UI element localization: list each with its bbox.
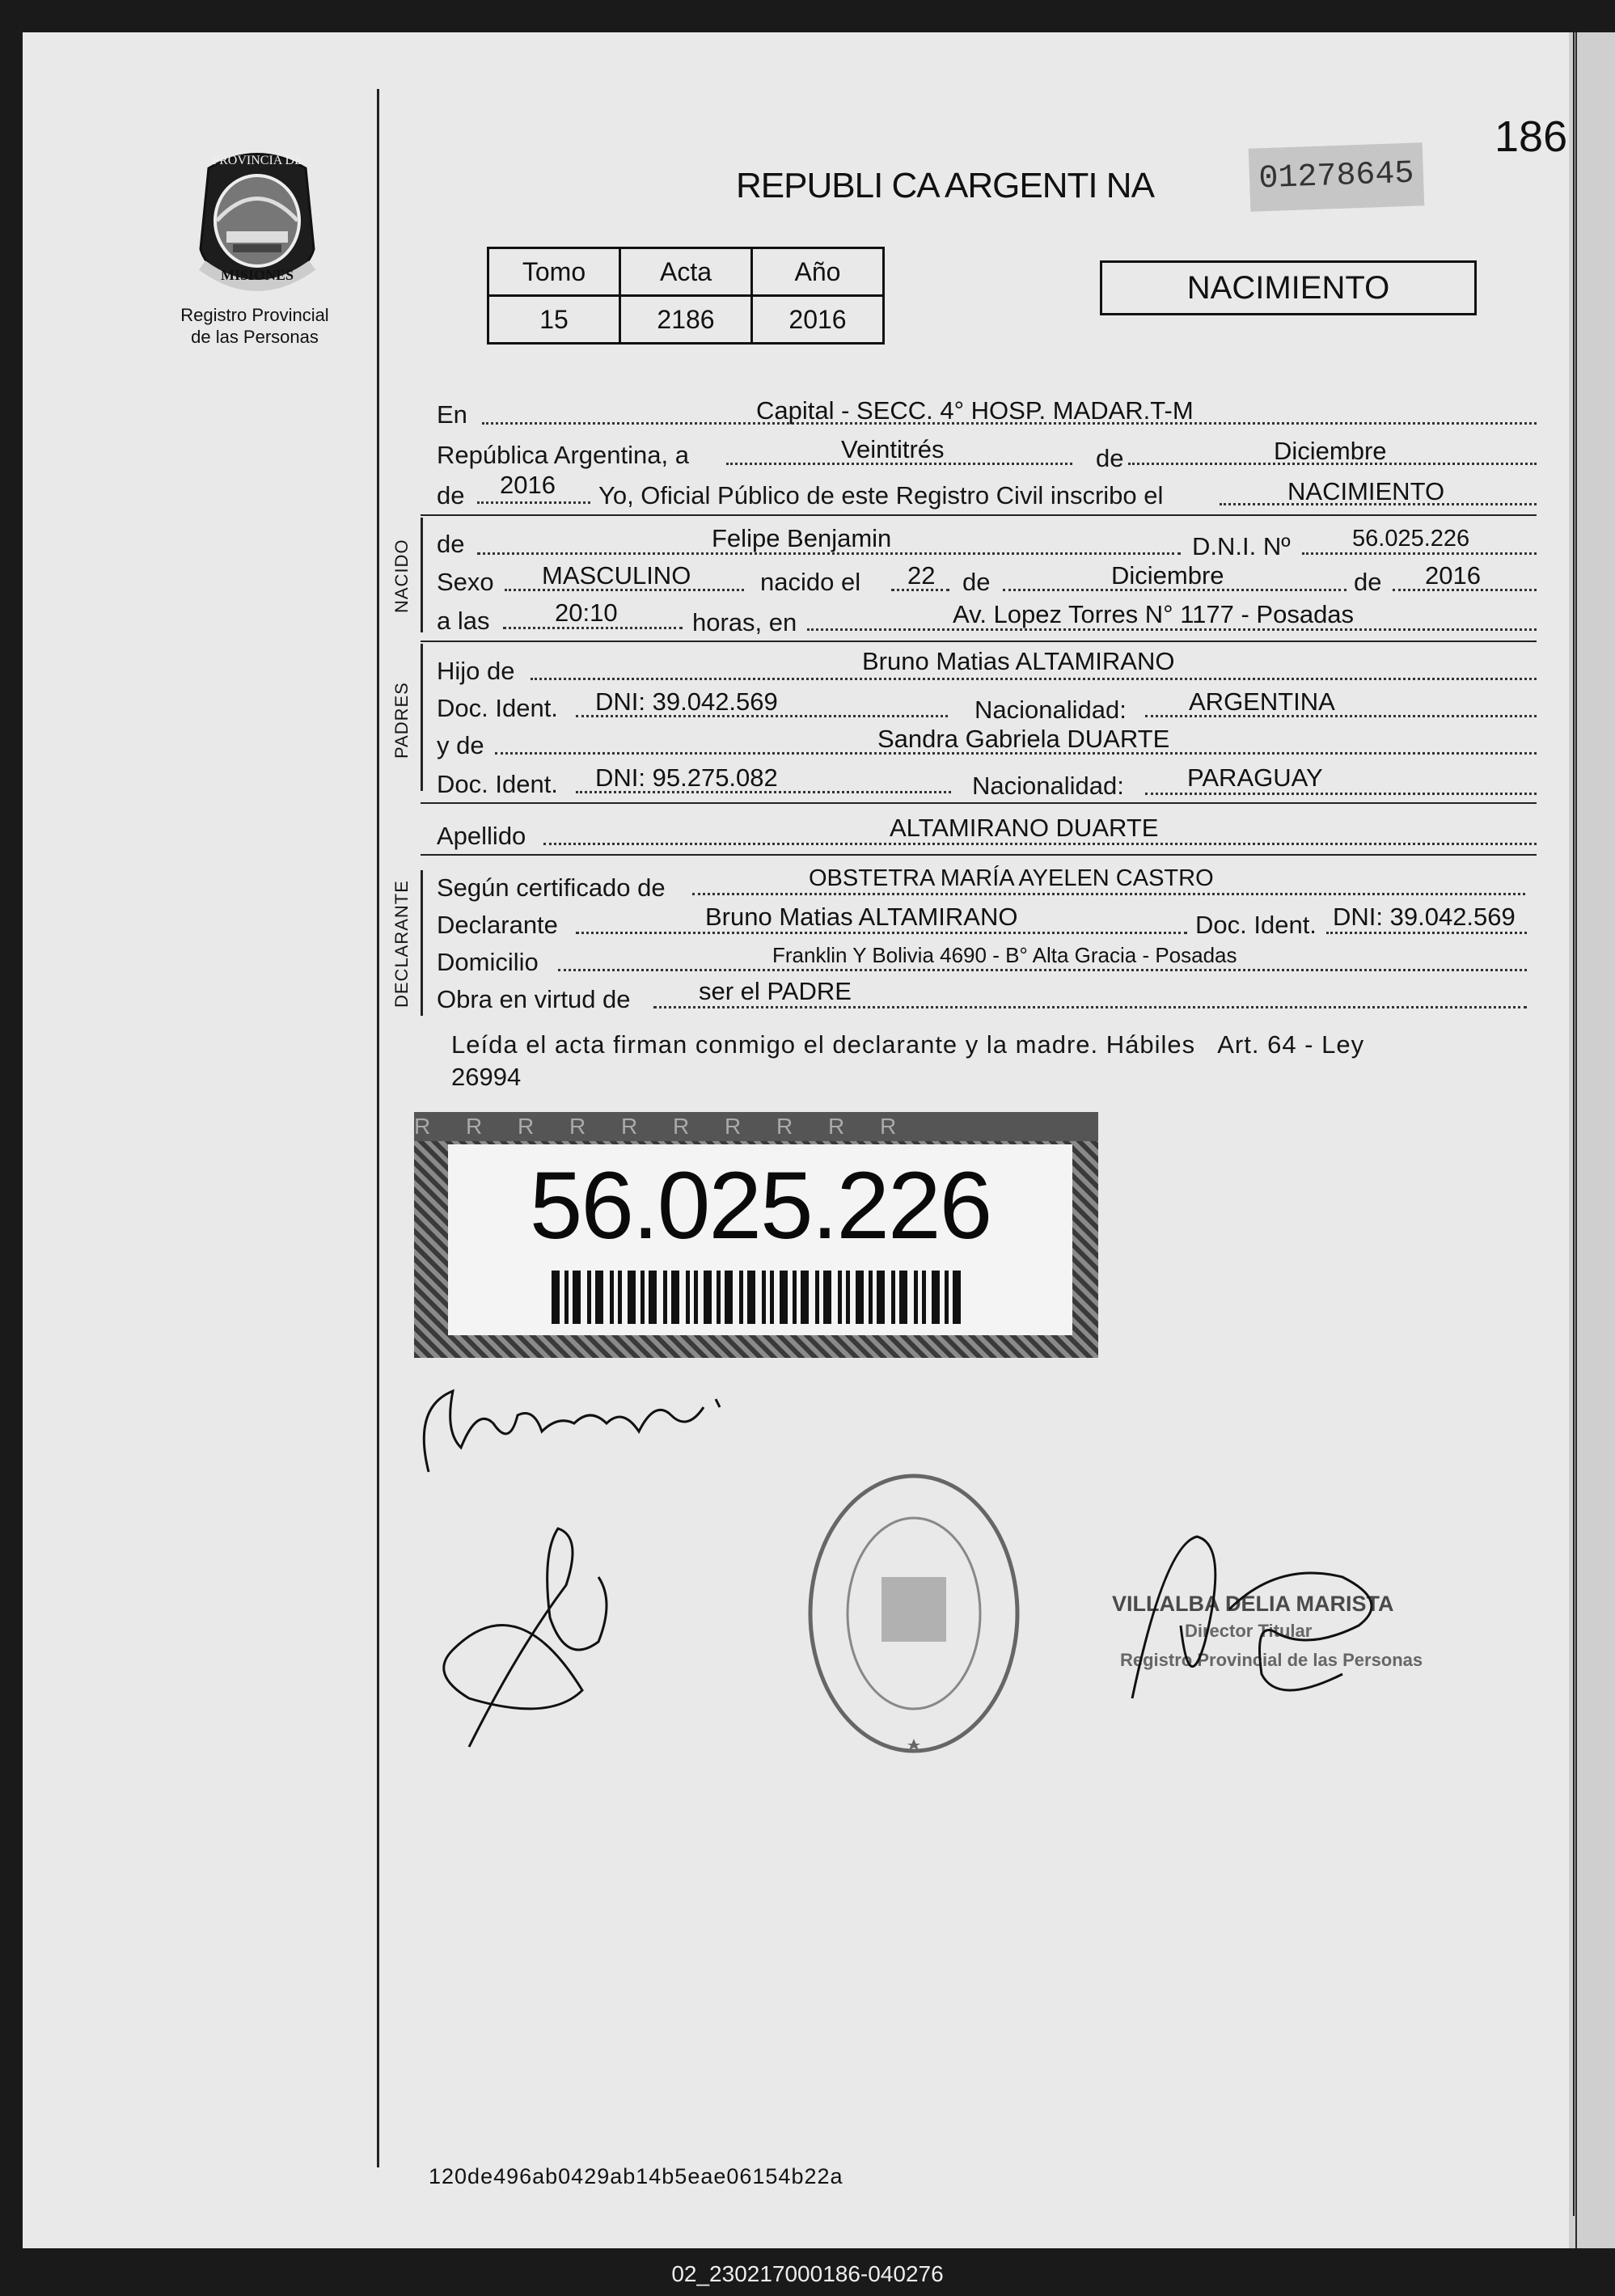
sexo-label: Sexo	[437, 568, 494, 596]
nac2-label: Nacionalidad:	[972, 772, 1124, 800]
separator-nacido	[421, 641, 1537, 642]
page-title: REPUBLI CA ARGENTI NA	[736, 166, 1154, 205]
republica-label: República Argentina, a	[437, 441, 689, 469]
nac2-dots	[1145, 793, 1537, 795]
padres-bracket	[421, 644, 423, 791]
declarante-value: Bruno Matias ALTAMIRANO	[705, 903, 1018, 931]
act-type-box: NACIMIENTO	[1100, 260, 1477, 315]
official-name: VILLALBA DELIA MARISTA	[1112, 1592, 1394, 1616]
hijo-de-label: Hijo de	[437, 657, 515, 685]
separator-apellido	[421, 854, 1537, 856]
doc1-label: Doc. Ident.	[437, 694, 558, 722]
right-margin-rule	[1573, 32, 1575, 2216]
page-number: 186	[1495, 112, 1568, 161]
record-table-header-row	[488, 248, 884, 296]
birth-de2-label: de	[1354, 568, 1382, 596]
domicilio-label: Domicilio	[437, 948, 539, 976]
official-org: Registro Provincial de las Personas	[1120, 1650, 1423, 1670]
de2-label: de	[437, 481, 465, 510]
apellido-dots	[543, 843, 1537, 845]
official-signature	[421, 1504, 663, 1763]
table-value-tomo: 15	[488, 296, 620, 344]
yo-text: Yo, Oficial Público de este Registro Civil inscribo el	[598, 481, 1164, 510]
seal-bottom-text: MISIONES	[220, 267, 294, 283]
cert-value: OBSTETRA MARÍA AYELEN CASTRO	[809, 865, 1214, 891]
place-value: Av. Lopez Torres N° 1177 - Posadas	[953, 600, 1355, 628]
dni-label: D.N.I. Nº	[1192, 532, 1291, 560]
table-header-acta: Acta	[620, 248, 752, 296]
obra-dots	[653, 1006, 1527, 1008]
year-dots	[477, 501, 590, 504]
nac1-value: ARGENTINA	[1189, 687, 1335, 716]
seal-top-text: PROVINCIA DE	[212, 154, 302, 167]
doc1-value: DNI: 39.042.569	[595, 687, 778, 716]
declarant-signature	[396, 1375, 752, 1488]
table-value-acta: 2186	[620, 296, 752, 344]
birth-day-value: 22	[907, 561, 936, 590]
separator-intro	[421, 514, 1537, 516]
birth-de-label: de	[962, 568, 991, 596]
table-header-anio: Año	[752, 248, 884, 296]
section-declarante: DECLARANTE	[391, 880, 412, 1008]
closing-line-1: Leída el acta firman conmigo el declarante y la madre. Hábiles Art. 64 - Ley	[451, 1030, 1365, 1059]
record-table-value-row	[488, 296, 884, 344]
dni-value: 56.025.226	[1352, 526, 1470, 552]
sticker-pattern: R R R R R R R R R R	[414, 1112, 1098, 1141]
registry-caption-line2: de las Personas	[191, 327, 319, 347]
doc2-label: Doc. Ident.	[437, 770, 558, 798]
dni-dots	[1302, 552, 1537, 555]
nacido-bracket	[421, 518, 423, 632]
time-value: 20:10	[555, 598, 618, 627]
obra-value: ser el PADRE	[699, 977, 852, 1005]
apellido-value: ALTAMIRANO DUARTE	[890, 814, 1159, 842]
child-name-value: Felipe Benjamin	[712, 524, 892, 552]
birth-year-value: 2016	[1425, 561, 1481, 590]
declarante-dots	[576, 932, 1187, 934]
decl-doc-label: Doc. Ident.	[1195, 911, 1317, 939]
nac1-label: Nacionalidad:	[974, 696, 1127, 724]
declarante-label: Declarante	[437, 911, 558, 939]
section-nacido: NACIDO	[391, 539, 412, 613]
y-de-label: y de	[437, 731, 484, 759]
cert-label: Según certificado de	[437, 873, 666, 902]
declarante-bracket	[421, 870, 423, 1016]
document-hash: 120de496ab0429ab14b5eae06154b22a	[429, 2164, 843, 2188]
year-value: 2016	[500, 471, 556, 499]
father-dots	[531, 678, 1537, 680]
page-edge-line	[1575, 32, 1577, 2248]
mother-value: Sandra Gabriela DUARTE	[877, 725, 1170, 753]
nacido-de-label: de	[437, 530, 465, 558]
en-value: Capital - SECC. 4° HOSP. MADAR.T-M	[756, 396, 1194, 425]
section-padres: PADRES	[391, 682, 412, 759]
obra-label: Obra en virtud de	[437, 985, 631, 1013]
nacido-el-label: nacido el	[760, 568, 861, 596]
nac2-value: PARAGUAY	[1187, 763, 1323, 792]
registry-round-stamp	[801, 1464, 1027, 1763]
serial-number: 01278645	[1249, 142, 1425, 211]
record-table	[487, 247, 885, 345]
sticker-label	[448, 1144, 1072, 1335]
province-seal-icon	[184, 144, 330, 298]
table-header-tomo: Tomo	[488, 248, 620, 296]
table-value-anio: 2016	[752, 296, 884, 344]
official-role: Director Titular	[1185, 1621, 1313, 1641]
scan-filename: 02_230217000186-040276	[671, 2261, 944, 2286]
sticker-number: 56.025.226	[529, 1152, 991, 1259]
registry-caption	[162, 304, 348, 348]
father-value: Bruno Matias ALTAMIRANO	[862, 647, 1175, 675]
director-signature	[1116, 1512, 1407, 1715]
closing-line-2: 26994	[451, 1063, 522, 1091]
apellido-label: Apellido	[437, 822, 526, 850]
de-label: de	[1096, 444, 1124, 472]
horas-label: horas, en	[692, 608, 797, 636]
margin-rule	[377, 89, 379, 2167]
inscribo-value: NACIMIENTO	[1287, 477, 1445, 505]
a-las-label: a las	[437, 607, 490, 635]
en-label: En	[437, 400, 467, 429]
doc2-value: DNI: 95.275.082	[595, 763, 778, 792]
domicilio-value: Franklin Y Bolivia 4690 - B° Alta Gracia - Posadas	[772, 943, 1237, 967]
barcode-icon	[552, 1271, 964, 1324]
decl-doc-value: DNI: 39.042.569	[1333, 903, 1516, 931]
birth-month-value: Diciembre	[1111, 561, 1224, 590]
day-value: Veintitrés	[841, 435, 945, 463]
domicilio-dots	[558, 969, 1527, 971]
separator-padres	[421, 802, 1537, 804]
month-value: Diciembre	[1274, 437, 1387, 465]
id-sticker	[414, 1112, 1098, 1358]
cert-dots	[692, 893, 1525, 895]
sexo-value: MASCULINO	[542, 561, 691, 590]
registry-caption-line1: Registro Provincial	[180, 305, 329, 325]
decl-doc-dots	[1326, 932, 1527, 934]
